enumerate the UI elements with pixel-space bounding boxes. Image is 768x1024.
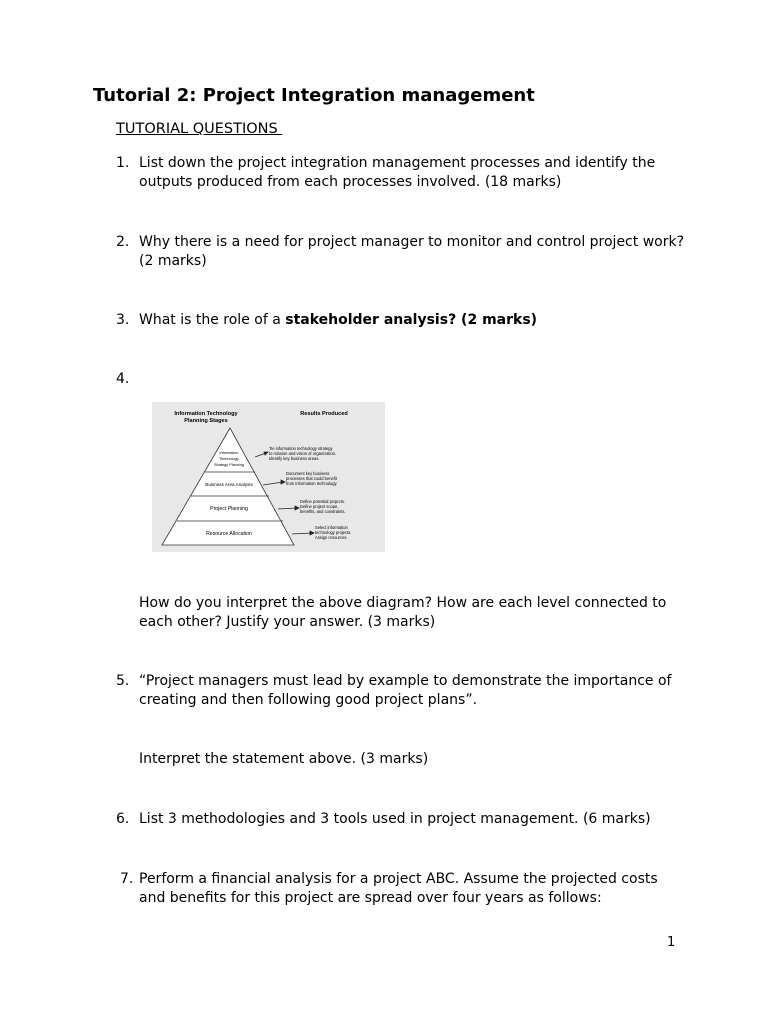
question-number: 2. — [116, 234, 130, 250]
diagram-header-stages: Information Technology — [174, 411, 238, 417]
result-text: technology projects. — [315, 530, 352, 535]
pyramid-level-label: Project Planning — [210, 506, 248, 512]
question-number: 1. — [116, 155, 130, 171]
result-text: Tie information technology strategy — [269, 446, 333, 451]
it-planning-pyramid-diagram — [152, 402, 385, 552]
result-text: Identify key business areas. — [269, 456, 320, 461]
diagram-header-results: Results Produced — [300, 411, 348, 417]
pyramid-level-label: Strategy Planning — [214, 463, 244, 467]
arrow — [292, 533, 312, 534]
question-text: Why there is a need for project manager to monitor and control project work? (2 marks) — [139, 234, 685, 269]
arrow — [278, 508, 297, 509]
question-number: 3. — [116, 312, 130, 328]
question-text: “Project managers must lead by example to demonstrate the importance of creating and then following good project plans”. — [139, 673, 672, 708]
question-number: 7. — [120, 871, 134, 887]
diagram-header-stages-line2: Planning Stages — [184, 418, 228, 424]
question-text: Perform a financial analysis for a project ABC. Assume the projected costs and benefits for this project are spread over four years as follows: — [139, 871, 658, 906]
page-number: 1 — [667, 935, 676, 950]
result-text: Define potential projects. — [300, 499, 346, 504]
result-text: from information technology. — [286, 481, 338, 486]
question-5-followup: Interpret the statement above. (3 marks) — [139, 751, 429, 767]
arrow-head — [295, 506, 299, 510]
result-text: processes that could benefit — [286, 476, 337, 481]
question-4-text: How do you interpret the above diagram? How are each level connected to each other? Justify your answer. (3 marks) — [139, 595, 667, 630]
result-text: Select information — [315, 525, 348, 530]
pyramid-level-label: Information — [219, 451, 239, 455]
question-text-bold: stakeholder analysis? (2 marks) — [285, 312, 538, 328]
pyramid-level-label: Technology — [219, 457, 239, 461]
pyramid-level-label: Business Area Analysis — [205, 482, 253, 487]
page-title: Tutorial 2: Project Integration management — [93, 85, 535, 106]
result-text: benefits, and constraints. — [300, 509, 346, 514]
question-text — [139, 311, 684, 330]
arrow-head — [310, 531, 314, 535]
question-number: 4. — [116, 371, 130, 387]
arrow-head — [281, 480, 285, 484]
arrow — [263, 482, 283, 485]
question-text-regular: What is the role of a — [139, 312, 286, 328]
arrow-head — [264, 452, 268, 455]
result-text: Document key business — [286, 471, 330, 476]
result-text: Assign resources. — [315, 535, 348, 540]
section-heading: TUTORIAL QUESTIONS — [116, 121, 283, 137]
result-text: Define project scope, — [300, 504, 339, 509]
result-text: to mission and vision of organization. — [269, 451, 337, 456]
question-number: 5. — [116, 673, 130, 689]
pyramid-level-label: Resource Allocation — [206, 531, 252, 537]
question-text: List 3 methodologies and 3 tools used in project management. (6 marks) — [139, 811, 651, 827]
question-text: List down the project integration management processes and identify the outputs produced from each processes involved. (18 marks) — [139, 155, 656, 190]
question-number: 6. — [116, 811, 130, 827]
